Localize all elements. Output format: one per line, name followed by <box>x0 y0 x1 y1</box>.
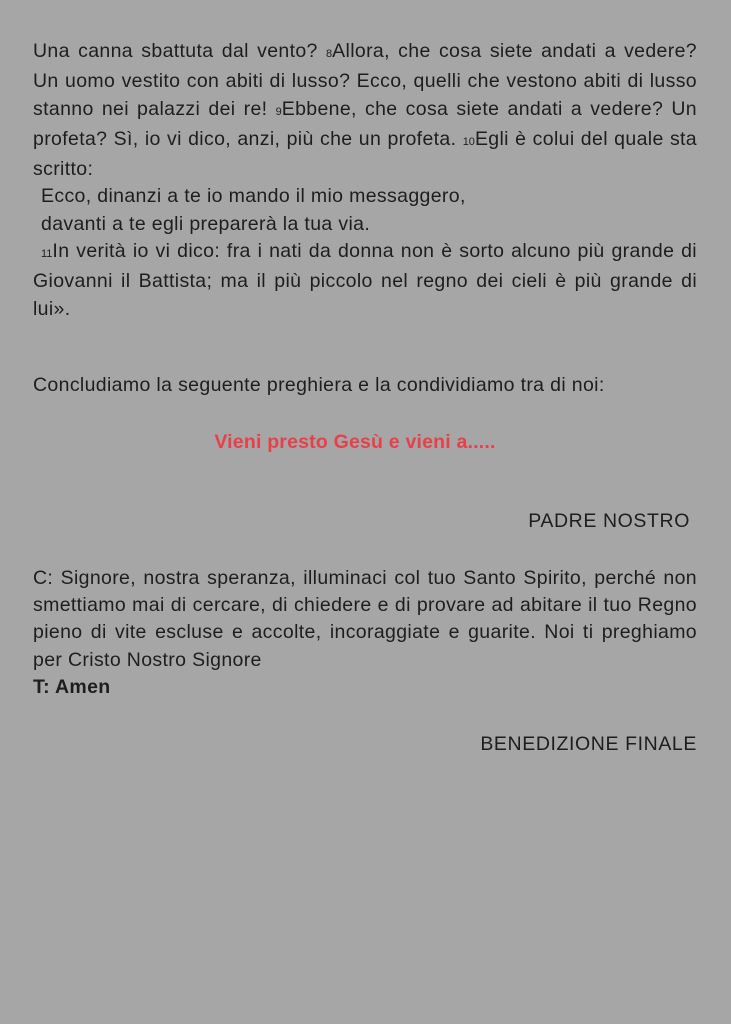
benedizione-heading: BENEDIZIONE FINALE <box>480 733 697 756</box>
gospel-text: Egli è colui del quale sta scritto: <box>33 127 698 181</box>
amen-response: T: Amen <box>33 676 111 699</box>
padre-nostro-heading: PADRE NOSTRO <box>528 509 690 532</box>
spacer <box>33 323 697 372</box>
verse-number: 8 <box>326 48 333 60</box>
gospel-paragraph-1 <box>33 38 697 183</box>
closing-prayer: C: Signore, nostra speranza, illuminaci col tuo Santo Spirito, perché non smettiamo mai di cercare, di chiedere e di provare ad abitare il tuo Regno pieno di vite escluse e accolte, incoraggiate e guarite. Noi ti preghiamo per Cristo Nostro Signore <box>33 566 697 671</box>
quote-line: davanti a te egli preparerà la tua via. <box>41 212 371 235</box>
document-page <box>33 38 697 759</box>
gospel-text: Ebbene, che cosa siete andati a vedere? Un profeta? Sì, io vi dico, anzi, più che un profeta. <box>33 97 697 150</box>
intro-text: Concludiamo la seguente preghiera e la condividiamo tra di noi: <box>33 373 605 396</box>
gospel-paragraph-2 <box>33 238 697 323</box>
quote-line: Ecco, dinanzi a te io mando il mio messaggero, <box>41 185 466 208</box>
verse-number: 9 <box>275 105 282 118</box>
gospel-text: Allora, che cosa siete andati a vedere? Un uomo vestito con abiti di lusso? Ecco, quelli che vestono abiti di lusso stanno nei palazzi dei re! <box>33 40 697 120</box>
invocation-text: Vieni presto Gesù e vieni a..... <box>214 431 496 454</box>
scripture-quote <box>33 183 697 238</box>
gospel-text: In verità io vi dico: fra i nati da donna non è sorto alcuno più grande di Giovanni il Battista; ma il più piccolo nel regno dei cieli è più grande di lui». <box>33 240 697 320</box>
verse-number-wrap <box>33 240 52 262</box>
verse-number: 10 <box>462 135 475 148</box>
gospel-text: Una canna sbattuta dal vento? <box>33 40 327 62</box>
verse-number: 11 <box>41 248 53 261</box>
